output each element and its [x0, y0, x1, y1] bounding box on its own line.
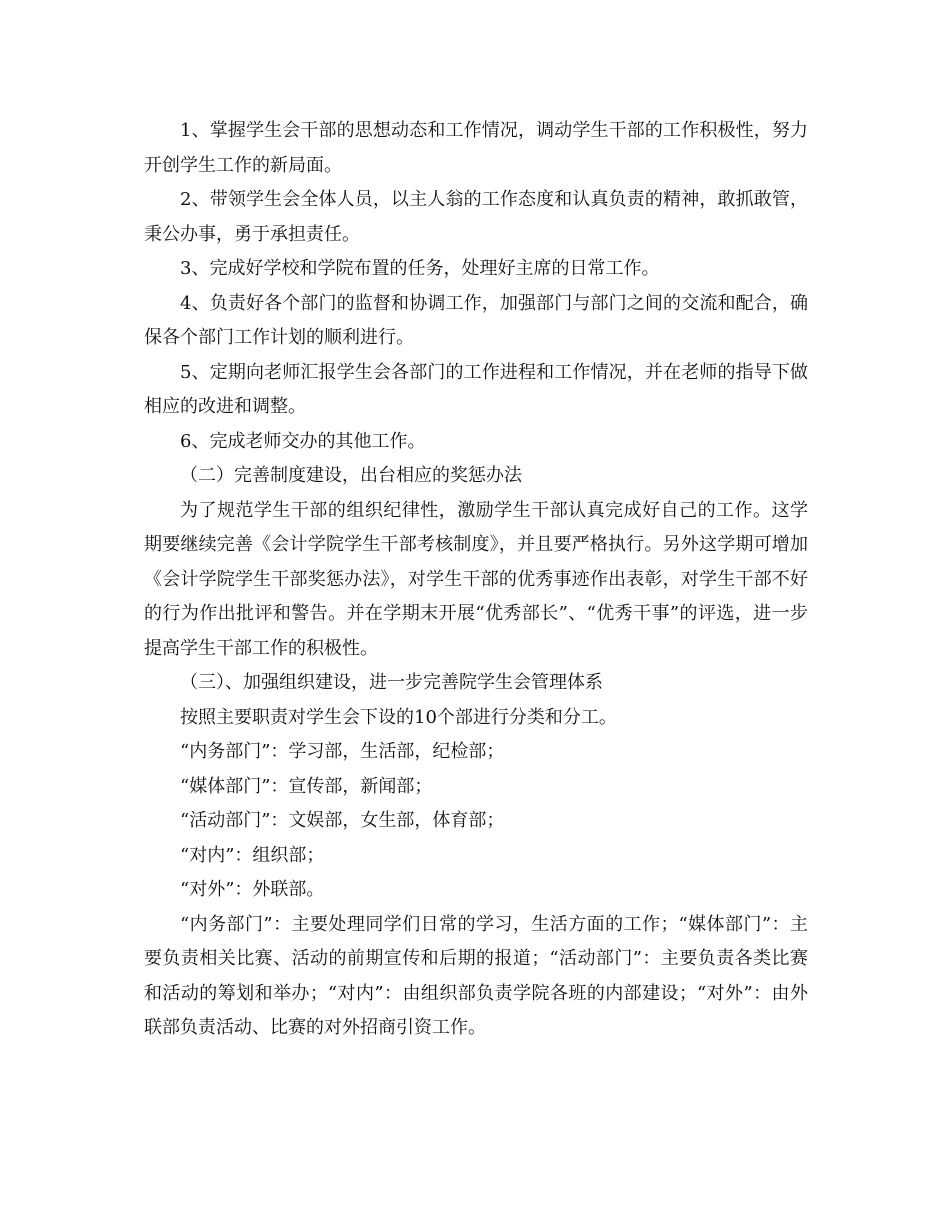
division-responsibilities: “内务部门”：主要处理同学们日常的学习，生活方面的工作；“媒体部门”：主要负责相关比赛、活动的前期宣传和后期的报道；“活动部门”：主要负责各类比赛和活动的筹划和举办；“对内”：由组织部负责学院各班的内部建设；“对外”：由外联部负责活动、比赛的对外招商引资工作。	[144, 913, 808, 1038]
division-intro: 按照主要职责对学生会下设的10个部进行分类和分工。	[180, 706, 617, 728]
duty-item-5: 5、定期向老师汇报学生会各部门的工作进程和工作情况，并在老师的指导下做相应的改进和调整。	[144, 361, 808, 417]
document-page	[144, 114, 808, 1046]
duty-item-3: 3、完成好学校和学院布置的任务，处理好主席的日常工作。	[180, 258, 660, 279]
duty-item-2: 2、带领学生会全体人员，以主人翁的工作态度和认真负责的精神，敢抓敢管，秉公办事，勇于承担责任。	[144, 189, 808, 245]
division-activities: “活动部门”：文娱部，女生部，体育部；	[180, 810, 505, 831]
duty-item-6: 6、完成老师交办的其他工作。	[180, 430, 426, 452]
system-building-paragraph: 为了规范学生干部的组织纪律性，激励学生干部认真完成好自己的工作。这学期要继续完善《会计学院学生干部考核制度》，并且要严格执行。另外这学期可增加《会计学院学生干部奖惩办法》，对学生干部的优秀事迹作出表彰，对学生干部不好的行为作出批评和警告。并在学期末开展“优秀部长”、“优秀干事”的评选，进一步提高学生干部工作的积极性。	[144, 499, 808, 659]
division-external: “对外”：外联部。	[180, 879, 325, 900]
duty-item-1: 1、掌握学生会干部的思想动态和工作情况，调动学生干部的工作积极性，努力开创学生工作的新局面。	[144, 120, 808, 176]
section-heading-3: （三）、加强组织建设，进一步完善院学生会管理体系	[180, 672, 603, 693]
division-internal-affairs: “内务部门”：学习部，生活部，纪检部；	[180, 741, 505, 762]
division-internal: “对内”：组织部；	[180, 844, 325, 866]
section-heading-2: （二）完善制度建设，出台相应的奖惩办法	[180, 465, 522, 486]
duty-item-4: 4、负责好各个部门的监督和协调工作，加强部门与部门之间的交流和配合，确保各个部门工作计划的顺利进行。	[144, 292, 808, 348]
division-media: “媒体部门”：宣传部，新闻部；	[180, 775, 433, 797]
